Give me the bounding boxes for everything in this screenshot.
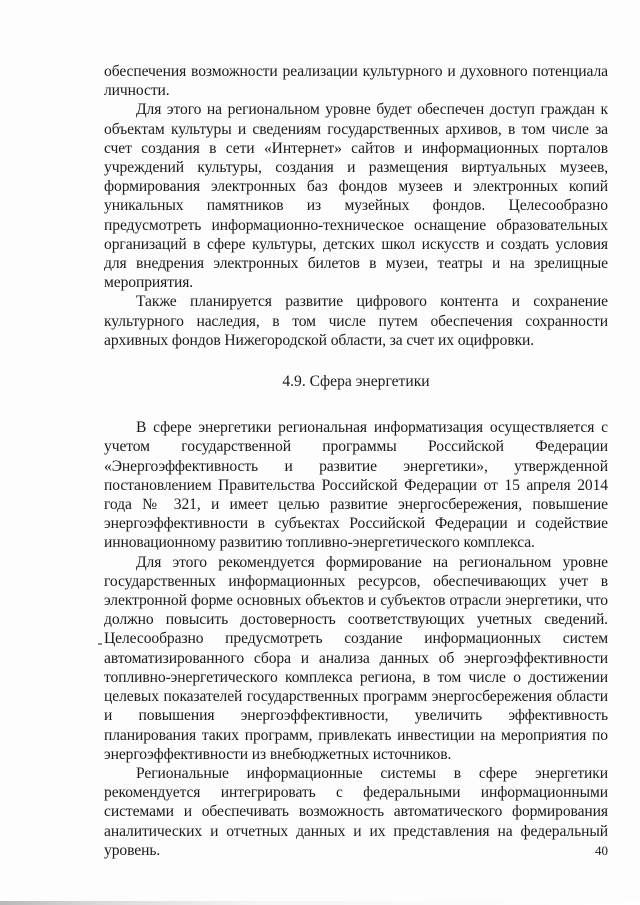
paragraph-digital-content: Также планируется развитие цифрового контента и сохранение культурного наследия, в том числе путем обеспечения сохранности архивных фондов Нижегородской области, за счет их оцифровки. xyxy=(104,293,608,349)
page-body xyxy=(104,62,608,860)
scan-mark xyxy=(98,643,102,645)
paragraph-energy-resources: Для этого рекомендуется формирование на региональном уровне государственных информационных ресурсов, обеспечивающих учет в электронной форме основных объектов и субъектов отрасли энергетики, что должно повысить достоверность соответствующих учетных сведений. Целесообразно предусмотреть создание информационных систем автоматизированного сбора и анализа данных об энергоэффективности топливно-энергетического комплекса региона, в том числе о достижении целевых показателей государственных программ энергосбережения области и повышения энергоэффективности, увеличить эффективность планирования таких программ, привлекать инвестиции на мероприятия по энергоэффективности из внебюджетных источников. xyxy=(104,553,608,763)
section-heading: 4.9. Сфера энергетики xyxy=(282,373,430,391)
paragraph-culture-access: Для этого на региональном уровне будет обеспечен доступ граждан к объектам культуры и сведениям государственных архивов, в том числе за счет создания в сети «Интернет» сайтов и информационных порталов учреждений культуры, создания и размещения виртуальных музеев, формирования электронных баз фондов музеев и электронных копий уникальных памятников из музейных фондов. Целесообразно предусмотреть информационно-техническое оснащение образовательных организаций в сфере культуры, детских школ искусств и создать условия для внедрения электронных билетов в музеи, театры и на зрелищные мероприятия. xyxy=(104,101,608,292)
page-number: 40 xyxy=(595,843,608,858)
paragraph-continuation: обеспечения возможности реализации культурного и духовного потенциала личности. xyxy=(104,63,608,100)
heading-spacer xyxy=(104,391,608,418)
paragraph-energy-integration: Региональные информационные системы в сфере энергетики рекомендуется интегрировать с федеральными информационными системами и обеспечивать возможность автоматического формирования аналитических и отчетных данных и их представления на федеральный уровень. xyxy=(104,764,608,859)
paragraph-energy-program: В сфере энергетики региональная информатизация осуществляется с учетом государственной программы Российской Федерации «Энергоэффективность и развитие энергетики», утвержденной постановлением Правительства Российской Федерации от 15 апреля 2014 года № 321, и имеет целью развитие энергосбережения, повышение энергоэффективности в субъектах Российской Федерации и содействие инновационному развитию топливно-энергетического комплекса. xyxy=(104,419,608,552)
scan-edge xyxy=(0,901,640,905)
